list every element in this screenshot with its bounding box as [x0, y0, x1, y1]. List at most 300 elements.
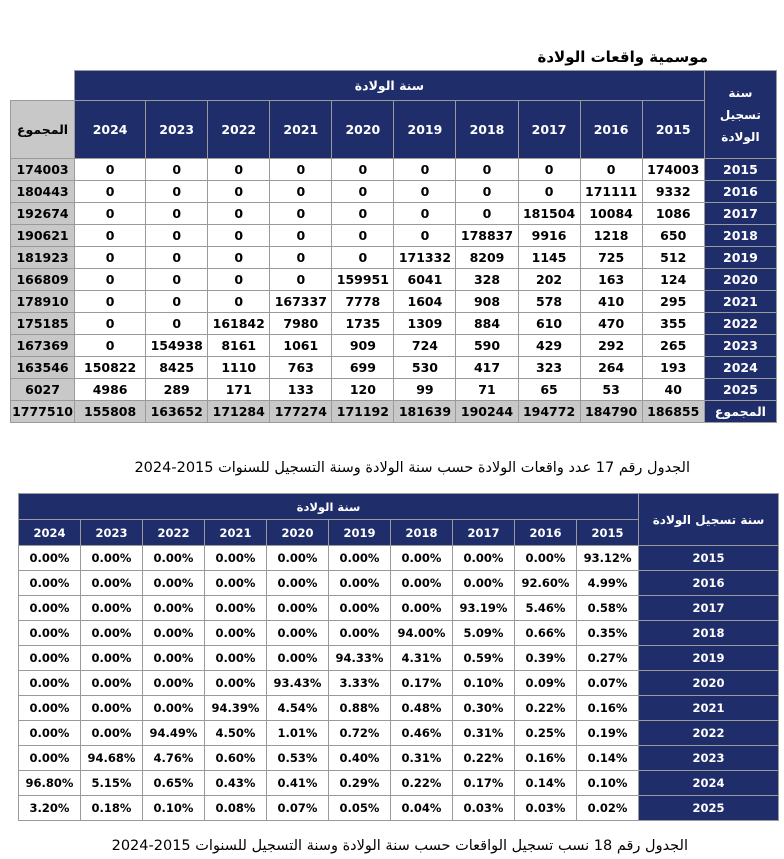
table-row [11, 247, 777, 269]
percentage-cell: 0.00% [267, 646, 329, 671]
year-column-header: 2016 [580, 101, 642, 159]
percentage-cell: 4.50% [205, 721, 267, 746]
table-row [19, 796, 779, 821]
data-cell: 0 [75, 335, 146, 357]
percentage-cell: 0.43% [205, 771, 267, 796]
row-total-cell: 180443 [11, 181, 75, 203]
data-cell: 154938 [146, 335, 208, 357]
column-total-cell: 186855 [642, 401, 704, 423]
percentage-cell: 0.00% [205, 621, 267, 646]
year-column-header: 2017 [518, 101, 580, 159]
year-column-header: 2024 [75, 101, 146, 159]
data-cell: 429 [518, 335, 580, 357]
year-column-header: 2019 [329, 520, 391, 546]
data-cell: 650 [642, 225, 704, 247]
percentage-cell: 0.00% [81, 571, 143, 596]
percentage-cell: 96.80% [19, 771, 81, 796]
registration-year-label: 2024 [704, 357, 776, 379]
data-cell: 265 [642, 335, 704, 357]
percentage-cell: 0.00% [19, 646, 81, 671]
row-total-cell: 175185 [11, 313, 75, 335]
data-cell: 512 [642, 247, 704, 269]
percentage-cell: 1.01% [267, 721, 329, 746]
data-cell: 410 [580, 291, 642, 313]
table-row [11, 357, 777, 379]
data-cell: 1145 [518, 247, 580, 269]
data-cell: 174003 [642, 159, 704, 181]
data-cell: 0 [208, 291, 270, 313]
registration-year-label: 2024 [639, 771, 779, 796]
percentage-cell: 0.00% [81, 546, 143, 571]
data-cell: 10084 [580, 203, 642, 225]
percentage-cell: 0.59% [453, 646, 515, 671]
percentage-cell: 0.39% [515, 646, 577, 671]
percentage-cell: 0.00% [267, 596, 329, 621]
percentage-cell: 0.00% [19, 571, 81, 596]
table-row [11, 181, 777, 203]
data-cell: 9916 [518, 225, 580, 247]
row-total-cell: 174003 [11, 159, 75, 181]
data-cell: 0 [208, 269, 270, 291]
data-cell: 0 [270, 181, 332, 203]
data-cell: 323 [518, 357, 580, 379]
data-cell: 71 [456, 379, 518, 401]
data-cell: 295 [642, 291, 704, 313]
registration-year-label: 2020 [639, 671, 779, 696]
percentage-cell: 0.00% [81, 671, 143, 696]
data-cell: 99 [394, 379, 456, 401]
data-cell: 0 [146, 247, 208, 269]
table-row [11, 225, 777, 247]
data-cell: 1086 [642, 203, 704, 225]
data-cell: 725 [580, 247, 642, 269]
births-count-table [10, 70, 777, 423]
percentage-cell: 0.27% [577, 646, 639, 671]
percentage-cell: 0.22% [453, 746, 515, 771]
row-total-cell: 167369 [11, 335, 75, 357]
column-total-cell: 171192 [332, 401, 394, 423]
column-total-cell: 181639 [394, 401, 456, 423]
percentage-cell: 0.05% [329, 796, 391, 821]
data-cell: 0 [580, 159, 642, 181]
percentage-cell: 0.00% [205, 671, 267, 696]
data-cell: 1309 [394, 313, 456, 335]
data-cell: 1735 [332, 313, 394, 335]
data-cell: 0 [270, 225, 332, 247]
percentage-cell: 0.00% [19, 671, 81, 696]
year-column-header: 2015 [642, 101, 704, 159]
percentage-cell: 0.31% [453, 721, 515, 746]
data-cell: 0 [270, 203, 332, 225]
year-column-header: 2021 [205, 520, 267, 546]
data-cell: 1218 [580, 225, 642, 247]
row-total-cell: 6027 [11, 379, 75, 401]
percentage-cell: 0.10% [453, 671, 515, 696]
table-row [11, 313, 777, 335]
column-total-cell: 194772 [518, 401, 580, 423]
year-column-header: 2023 [81, 520, 143, 546]
percentage-cell: 93.19% [453, 596, 515, 621]
percentage-cell: 93.43% [267, 671, 329, 696]
percentage-cell: 0.00% [391, 546, 453, 571]
row-total-cell: 163546 [11, 357, 75, 379]
data-cell: 0 [394, 225, 456, 247]
percentage-cell: 0.14% [577, 746, 639, 771]
percentage-cell: 0.00% [267, 571, 329, 596]
data-cell: 292 [580, 335, 642, 357]
row-total-cell: 192674 [11, 203, 75, 225]
table-row [19, 671, 779, 696]
table-row [19, 771, 779, 796]
percentage-cell: 0.58% [577, 596, 639, 621]
table-row [11, 335, 777, 357]
data-cell: 1604 [394, 291, 456, 313]
registration-year-label: 2017 [639, 596, 779, 621]
percentage-cell: 0.48% [391, 696, 453, 721]
percentage-cell: 0.04% [391, 796, 453, 821]
corner-header-registration-year: سنة تسجيل الولادة [704, 71, 776, 159]
data-cell: 0 [208, 203, 270, 225]
percentage-cell: 0.16% [515, 746, 577, 771]
percentage-cell: 0.40% [329, 746, 391, 771]
data-cell: 0 [146, 269, 208, 291]
data-cell: 0 [208, 225, 270, 247]
percentage-cell: 0.00% [391, 596, 453, 621]
registration-year-label: 2022 [704, 313, 776, 335]
group-header-birth-year: سنة الولادة [75, 71, 705, 101]
percentage-cell: 0.08% [205, 796, 267, 821]
percentage-cell: 0.35% [577, 621, 639, 646]
table-row [19, 621, 779, 646]
data-cell: 1110 [208, 357, 270, 379]
data-cell: 163 [580, 269, 642, 291]
registration-year-label: 2021 [704, 291, 776, 313]
percentage-cell: 5.15% [81, 771, 143, 796]
percentage-cell: 0.00% [19, 596, 81, 621]
percentage-cell: 0.00% [81, 621, 143, 646]
data-cell: 699 [332, 357, 394, 379]
data-cell: 0 [332, 225, 394, 247]
percentage-cell: 5.46% [515, 596, 577, 621]
data-cell: 0 [332, 203, 394, 225]
percentage-cell: 0.00% [81, 696, 143, 721]
percentage-cell: 0.72% [329, 721, 391, 746]
column-total-cell: 155808 [75, 401, 146, 423]
data-cell: 6041 [394, 269, 456, 291]
percentage-cell: 0.10% [577, 771, 639, 796]
registration-year-label: 2019 [639, 646, 779, 671]
percentage-cell: 0.00% [143, 646, 205, 671]
percentage-cell: 0.00% [19, 621, 81, 646]
column-total-cell: 177274 [270, 401, 332, 423]
registration-year-label: 2015 [704, 159, 776, 181]
data-cell: 0 [146, 203, 208, 225]
percentage-cell: 0.66% [515, 621, 577, 646]
data-cell: 133 [270, 379, 332, 401]
year-column-header: 2016 [515, 520, 577, 546]
births-percentage-table [18, 493, 779, 821]
percentage-cell: 0.16% [577, 696, 639, 721]
percentage-cell: 3.20% [19, 796, 81, 821]
data-cell: 8209 [456, 247, 518, 269]
percentage-cell: 0.17% [453, 771, 515, 796]
data-cell: 0 [146, 291, 208, 313]
data-cell: 0 [75, 313, 146, 335]
percentage-cell: 0.25% [515, 721, 577, 746]
registration-year-label: 2019 [704, 247, 776, 269]
table-row [19, 571, 779, 596]
table-row [11, 379, 777, 401]
column-total-cell: 171284 [208, 401, 270, 423]
data-cell: 0 [456, 159, 518, 181]
percentage-cell: 92.60% [515, 571, 577, 596]
percentage-cell: 0.07% [267, 796, 329, 821]
percentage-cell: 0.17% [391, 671, 453, 696]
percentage-cell: 0.02% [577, 796, 639, 821]
data-cell: 8425 [146, 357, 208, 379]
percentage-cell: 94.33% [329, 646, 391, 671]
data-cell: 7980 [270, 313, 332, 335]
percentage-cell: 0.22% [515, 696, 577, 721]
table-row [19, 721, 779, 746]
year-column-header: 2022 [143, 520, 205, 546]
row-total-cell: 166809 [11, 269, 75, 291]
percentage-cell: 0.00% [143, 546, 205, 571]
percentage-cell: 0.19% [577, 721, 639, 746]
data-cell: 724 [394, 335, 456, 357]
data-cell: 0 [208, 247, 270, 269]
data-cell: 884 [456, 313, 518, 335]
percentage-cell: 0.41% [267, 771, 329, 796]
table-row [19, 696, 779, 721]
percentage-cell: 94.68% [81, 746, 143, 771]
percentage-cell: 0.03% [515, 796, 577, 821]
percentage-cell: 0.09% [515, 671, 577, 696]
table1-caption: الجدول رقم 17 عدد واقعات الولادة حسب سنة الولادة وسنة التسجيل للسنوات 2015-2024 [134, 460, 690, 476]
percentage-cell: 0.00% [329, 571, 391, 596]
data-cell: 171 [208, 379, 270, 401]
table-row [19, 596, 779, 621]
data-cell: 1061 [270, 335, 332, 357]
data-cell: 9332 [642, 181, 704, 203]
percentage-cell: 4.31% [391, 646, 453, 671]
data-cell: 181504 [518, 203, 580, 225]
percentage-cell: 0.10% [143, 796, 205, 821]
percentage-cell: 0.00% [205, 596, 267, 621]
registration-year-label: 2018 [704, 225, 776, 247]
registration-year-label: 2016 [639, 571, 779, 596]
percentage-cell: 0.14% [515, 771, 577, 796]
percentage-cell: 0.00% [391, 571, 453, 596]
registration-year-label: 2015 [639, 546, 779, 571]
data-cell: 202 [518, 269, 580, 291]
percentage-cell: 0.00% [143, 596, 205, 621]
registration-year-label: 2023 [704, 335, 776, 357]
data-cell: 124 [642, 269, 704, 291]
data-cell: 0 [518, 159, 580, 181]
row-total-cell: 178910 [11, 291, 75, 313]
percentage-cell: 0.00% [143, 571, 205, 596]
data-cell: 0 [75, 203, 146, 225]
data-cell: 0 [75, 291, 146, 313]
percentage-cell: 0.00% [453, 546, 515, 571]
data-cell: 417 [456, 357, 518, 379]
percentage-cell: 94.49% [143, 721, 205, 746]
percentage-cell: 0.03% [453, 796, 515, 821]
data-cell: 0 [75, 225, 146, 247]
percentage-cell: 0.00% [329, 621, 391, 646]
data-cell: 578 [518, 291, 580, 313]
data-cell: 355 [642, 313, 704, 335]
year-column-header: 2020 [332, 101, 394, 159]
percentage-cell: 0.22% [391, 771, 453, 796]
data-cell: 120 [332, 379, 394, 401]
percentage-cell: 0.60% [205, 746, 267, 771]
data-cell: 530 [394, 357, 456, 379]
data-cell: 178837 [456, 225, 518, 247]
data-cell: 171111 [580, 181, 642, 203]
year-column-header: 2024 [19, 520, 81, 546]
percentage-cell: 0.00% [515, 546, 577, 571]
data-cell: 0 [332, 159, 394, 181]
data-cell: 193 [642, 357, 704, 379]
percentage-cell: 0.00% [267, 621, 329, 646]
table-row [19, 646, 779, 671]
percentage-cell: 94.39% [205, 696, 267, 721]
percentage-cell: 3.33% [329, 671, 391, 696]
year-column-header: 2015 [577, 520, 639, 546]
table-row [11, 269, 777, 291]
percentage-cell: 0.00% [267, 546, 329, 571]
percentage-cell: 0.00% [205, 546, 267, 571]
table2-caption: الجدول رقم 18 نسب تسجيل الواقعات حسب سنة الولادة وسنة التسجيل للسنوات 2015-2024 [111, 838, 688, 854]
registration-year-label: 2025 [704, 379, 776, 401]
grand-total-cell: 1777510 [11, 401, 75, 423]
year-column-header: 2018 [456, 101, 518, 159]
percentage-cell: 0.00% [329, 546, 391, 571]
table-row [11, 159, 777, 181]
percentage-cell: 0.00% [143, 696, 205, 721]
table-row [19, 746, 779, 771]
percentage-cell: 0.31% [391, 746, 453, 771]
table-row [19, 546, 779, 571]
row-total-cell: 190621 [11, 225, 75, 247]
data-cell: 0 [456, 181, 518, 203]
data-cell: 0 [208, 181, 270, 203]
registration-year-label: 2023 [639, 746, 779, 771]
percentage-cell: 0.00% [143, 671, 205, 696]
year-column-header: 2021 [270, 101, 332, 159]
data-cell: 159951 [332, 269, 394, 291]
totals-row-label: المجموع [704, 401, 776, 423]
data-cell: 53 [580, 379, 642, 401]
data-cell: 289 [146, 379, 208, 401]
table-row [11, 291, 777, 313]
data-cell: 0 [208, 159, 270, 181]
percentage-cell: 4.76% [143, 746, 205, 771]
registration-year-label: 2025 [639, 796, 779, 821]
percentage-cell: 0.00% [329, 596, 391, 621]
data-cell: 908 [456, 291, 518, 313]
data-cell: 763 [270, 357, 332, 379]
data-cell: 0 [394, 159, 456, 181]
data-cell: 40 [642, 379, 704, 401]
data-cell: 0 [75, 247, 146, 269]
registration-year-label: 2020 [704, 269, 776, 291]
percentage-cell: 0.00% [453, 571, 515, 596]
data-cell: 171332 [394, 247, 456, 269]
corner-header-registration-year: سنة تسجيل الولادة [639, 494, 779, 546]
data-cell: 909 [332, 335, 394, 357]
data-cell: 0 [456, 203, 518, 225]
data-cell: 0 [394, 181, 456, 203]
percentage-cell: 0.53% [267, 746, 329, 771]
data-cell: 0 [146, 181, 208, 203]
percentage-cell: 0.00% [19, 746, 81, 771]
section-title: موسمية واقعات الولادة [537, 48, 708, 66]
data-cell: 8161 [208, 335, 270, 357]
column-total-cell: 190244 [456, 401, 518, 423]
data-cell: 470 [580, 313, 642, 335]
percentage-cell: 0.18% [81, 796, 143, 821]
year-column-header: 2017 [453, 520, 515, 546]
total-column-header: المجموع [11, 101, 75, 159]
blank-corner-cell [11, 71, 75, 101]
percentage-cell: 0.29% [329, 771, 391, 796]
column-total-cell: 184790 [580, 401, 642, 423]
percentage-cell: 0.07% [577, 671, 639, 696]
data-cell: 0 [518, 181, 580, 203]
registration-year-label: 2016 [704, 181, 776, 203]
data-cell: 0 [270, 159, 332, 181]
percentage-cell: 0.65% [143, 771, 205, 796]
percentage-cell: 0.88% [329, 696, 391, 721]
year-column-header: 2018 [391, 520, 453, 546]
data-cell: 0 [146, 313, 208, 335]
column-total-cell: 163652 [146, 401, 208, 423]
percentage-cell: 0.00% [19, 721, 81, 746]
registration-year-label: 2022 [639, 721, 779, 746]
row-total-cell: 181923 [11, 247, 75, 269]
data-cell: 0 [270, 269, 332, 291]
percentage-cell: 93.12% [577, 546, 639, 571]
percentage-cell: 94.00% [391, 621, 453, 646]
data-cell: 150822 [75, 357, 146, 379]
percentage-cell: 0.00% [19, 546, 81, 571]
data-cell: 167337 [270, 291, 332, 313]
data-cell: 0 [75, 181, 146, 203]
data-cell: 610 [518, 313, 580, 335]
registration-year-label: 2021 [639, 696, 779, 721]
data-cell: 0 [270, 247, 332, 269]
percentage-cell: 0.00% [205, 646, 267, 671]
percentage-cell: 0.30% [453, 696, 515, 721]
data-cell: 4986 [75, 379, 146, 401]
data-cell: 161842 [208, 313, 270, 335]
data-cell: 0 [146, 159, 208, 181]
data-cell: 264 [580, 357, 642, 379]
data-cell: 0 [75, 159, 146, 181]
percentage-cell: 0.00% [81, 646, 143, 671]
year-column-header: 2023 [146, 101, 208, 159]
data-cell: 0 [332, 181, 394, 203]
percentage-cell: 5.09% [453, 621, 515, 646]
percentage-cell: 4.54% [267, 696, 329, 721]
year-column-header: 2019 [394, 101, 456, 159]
year-column-header: 2020 [267, 520, 329, 546]
registration-year-label: 2018 [639, 621, 779, 646]
totals-row [11, 401, 777, 423]
